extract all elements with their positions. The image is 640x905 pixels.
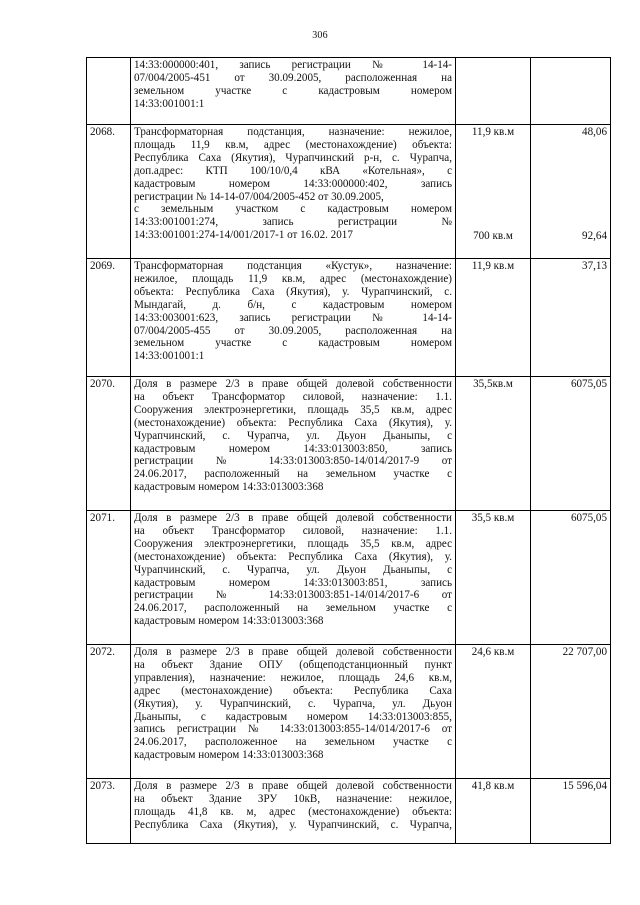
- row-number: 2068.: [87, 125, 131, 259]
- description-line: Доля в размере 2/3 в праве общей долевой собственности: [134, 512, 452, 524]
- table-row: [87, 125, 611, 259]
- description-line: 14:33:001001:1: [134, 350, 205, 363]
- description-line: Доля в размере 2/3 в праве общей долевой собственности: [134, 646, 452, 658]
- row-area: [456, 58, 531, 125]
- table-row: [87, 645, 611, 779]
- row-description: [131, 377, 456, 511]
- description-line: запись регистрации № 14:33:013003:855-14/014/2017-6 от: [134, 723, 452, 736]
- registry-table: [86, 57, 611, 844]
- row-description: [131, 511, 456, 645]
- description-line: на объект Здание ЗРУ 10кВ, назначение: нежилое,: [134, 792, 452, 805]
- description-line: (Якутия), у. Чурапчинский, с. Чурапча, ул. Дьуон: [134, 697, 452, 710]
- row-description: [131, 645, 456, 779]
- description-line: 14:33:000000:401, запись регистрации № 14-14-: [134, 59, 452, 71]
- description-line: Сооружения электроэнергетики, площадь 35,5 кв.м, адрес: [134, 403, 452, 416]
- row-area: [456, 125, 531, 259]
- row-price: 37,13: [531, 259, 611, 377]
- row-number: 2071.: [87, 511, 131, 645]
- description-line: с земельным участком с кадастровым номером: [134, 203, 452, 216]
- page-number: 306: [312, 30, 328, 41]
- description-line: площадь 11,9 кв.м, адрес (местонахождение) объекта:: [134, 138, 452, 151]
- description-line: 24.06.2017, расположенное на земельном участке с: [134, 736, 452, 749]
- row-number: [87, 58, 131, 125]
- row-price: 22 707,00: [531, 645, 611, 779]
- row-description: [131, 125, 456, 259]
- description-line: регистрации № 14:33:013003:850-14/014/2017-9 от: [134, 455, 452, 468]
- area-value: 11,9 кв.м: [471, 126, 515, 138]
- row-number: 2070.: [87, 377, 131, 511]
- description-line: доп.адрес: КТП 100/10/0,4 кВА «Котельная», с: [134, 164, 452, 177]
- row-price: 15 596,04: [531, 779, 611, 844]
- description-line: земельном участке с кадастровым номером: [134, 337, 452, 350]
- row-number: 2073.: [87, 779, 131, 844]
- description-line: кадастровым номером 14:33:013003:368: [134, 481, 324, 494]
- row-area: 41,8 кв.м: [456, 779, 531, 844]
- description-line: 14:33:001001:274-14/001/2017-1 от 16.02. 2017: [134, 229, 353, 242]
- description-line: 14:33:001001:1: [134, 97, 205, 110]
- description-line: управления), назначение: нежилое, площадь 24,6 кв.м,: [134, 671, 452, 684]
- row-area: 35,5 кв.м: [456, 511, 531, 645]
- description-line: адрес (местонахождение) объекта: Республика Саха: [134, 684, 452, 697]
- table-row: [87, 259, 611, 377]
- description-line: 24.06.2017, расположенный на земельном участке с: [134, 468, 452, 481]
- description-line: кадастровым номером 14:33:013003:851, запись: [134, 576, 452, 589]
- row-price: [531, 58, 611, 125]
- row-description: [131, 779, 456, 844]
- description-line: на объект Трансформатор силовой, назначение: 1.1.: [134, 390, 452, 403]
- row-area: 11,9 кв.м: [456, 259, 531, 377]
- description-line: Доля в размере 2/3 в праве общей долевой собственности: [134, 378, 452, 390]
- description-line: 24.06.2017, расположенный на земельном участке с: [134, 602, 452, 615]
- description-line: регистрации № 14:33:013003:851-14/014/2017-6 от: [134, 589, 452, 602]
- row-area: 35,5кв.м: [456, 377, 531, 511]
- land-area-value: 700 кв.м: [473, 229, 513, 242]
- description-line: Трансформаторная подстанция, назначение: нежилое,: [134, 126, 452, 138]
- row-price: [531, 125, 611, 259]
- description-line: кадастровым номером 14:33:013003:368: [134, 615, 324, 628]
- row-number: 2072.: [87, 645, 131, 779]
- description-line: Республика Саха (Якутия), Чурапчинский р-н, с. Чурапча,: [134, 151, 452, 164]
- table-row: [87, 511, 611, 645]
- description-line: Дьаныпы, с кадастровым номером 14:33:013003:855,: [134, 710, 452, 723]
- description-line: Мындагай, д. б/н, с кадастровым номером: [134, 298, 452, 311]
- description-line: (местонахождение) объекта: Республика Саха (Якутия), у.: [134, 416, 452, 429]
- table-row: [87, 779, 611, 844]
- description-line: кадастровым номером 14:33:013003:368: [134, 749, 324, 762]
- description-line: 14:33:001001:274, запись регистрации №: [134, 216, 452, 229]
- description-line: Чурапчинский, с. Чурапча, ул. Дьуон Дьаныпы, с: [134, 563, 452, 576]
- description-line: Республика Саха (Якутия), у. Чурапчинский, с. Чурапча,: [134, 818, 452, 831]
- description-line: Сооружения электроэнергетики, площадь 35,5 кв.м, адрес: [134, 537, 452, 550]
- row-price: 6075,05: [531, 377, 611, 511]
- description-line: кадастровым номером 14:33:013003:850, запись: [134, 442, 452, 455]
- table-row: [87, 377, 611, 511]
- description-line: кадастровым номером 14:33:000000:402, запись: [134, 177, 452, 190]
- row-description: [131, 259, 456, 377]
- description-line: 14:33:003001:623, запись регистрации № 14-14-: [134, 311, 452, 324]
- description-line: нежилое, площадь 11,9 кв.м, адрес (местонахождение): [134, 272, 452, 285]
- description-line: площадь 41,8 кв. м, адрес (местонахождение) объекта:: [134, 805, 452, 818]
- description-line: 07/004/2005-451 от 30.09.2005, расположенная на: [134, 71, 452, 84]
- description-line: на объект Трансформатор силовой, назначение: 1.1.: [134, 524, 452, 537]
- price-value: 48,06: [582, 126, 607, 138]
- description-line: Трансформаторная подстанция «Кустук», назначение:: [134, 260, 452, 272]
- table-row: [87, 58, 611, 125]
- description-line: (местонахождение) объекта: Республика Саха (Якутия), у.: [134, 550, 452, 563]
- description-line: объекта: Республика Саха (Якутия), у. Чурапчинский, с.: [134, 285, 452, 298]
- row-number: 2069.: [87, 259, 131, 377]
- row-description: [131, 58, 456, 125]
- row-price: 6075,05: [531, 511, 611, 645]
- description-line: 07/004/2005-455 от 30.09.2005, расположенная на: [134, 324, 452, 337]
- description-line: на объект Здание ОПУ (общеподстанционный пункт: [134, 658, 452, 671]
- land-price-value: 92,64: [582, 229, 607, 242]
- description-line: регистрации № 14-14-07/004/2005-452 от 30.09.2005,: [134, 190, 384, 203]
- description-line: Чурапчинский, с. Чурапча, ул. Дьуон Дьаныпы, с: [134, 429, 452, 442]
- row-area: 24,6 кв.м: [456, 645, 531, 779]
- description-line: Доля в размере 2/3 в праве общей долевой собственности: [134, 780, 452, 792]
- description-line: земельном участке с кадастровым номером: [134, 84, 452, 97]
